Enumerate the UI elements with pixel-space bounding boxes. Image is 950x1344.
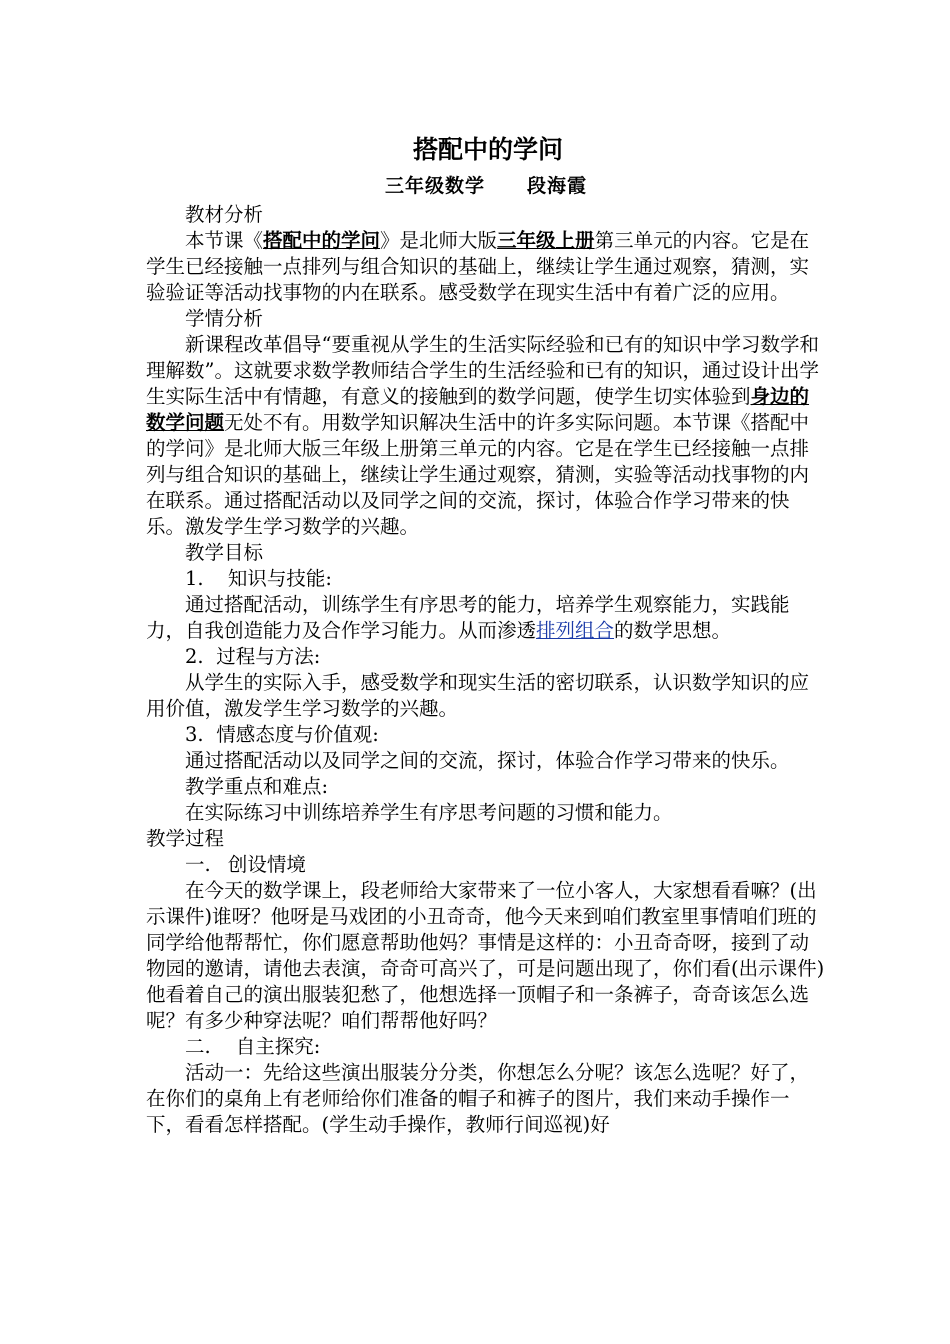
section-heading-objectives: 教学目标 xyxy=(185,541,264,564)
section-heading-key-points: 教学重点和难点: xyxy=(185,775,329,798)
process-step-1-text: 在今天的数学课上，段老师给大家带来了一位小客人，大家想看看嘛？(出示课件)谁呀？他呀是马戏团的小丑奇奇，他今天来到咱们教室里事情咱们班的同学给他帮帮忙，你们愿意帮助他妈？事情是这样的：小丑奇奇呀，接到了动物园的邀请，请他去表演，奇奇可高兴了，可是问题出现了，你们看(出示课件)他看着自己的演出服装犯愁了，他想选择一顶帽子和一条裤子，奇奇该怎么选呢？有多少种穿法呢？咱们帮帮他好吗？ xyxy=(146,879,825,1032)
objective-1-text: 通过搭配活动，训练学生有序思考的能力，培养学生观察能力，实践能力，自我创造能力及合作学习能力。从而渗透排列组合的数学思想。 xyxy=(146,593,790,642)
paragraph-student-analysis: 新课程改革倡导“要重视从学生的生活实际经验和已有的知识中学习数学和理解数”。这就要求数学教师结合学生的生活经验和已有的知识，通过设计出学生实际生活中有情趣，有意义的接触到的数学问题，使学生切实体验到身边的数学问题无处不有。用数学知识解决生活中的许多实际问题。本节课《搭配中的学问》是北师大版三年级上册第三单元的内容。它是在学生已经接触一点排列与组合知识的基础上，继续让学生通过观察，猜测，实验等活动找事物的内在联系。通过搭配活动以及同学之间的交流，探讨，体验合作学习带来的快乐。激发学生学习数学的兴趣。 xyxy=(146,333,819,538)
grade-subject: 三年级数学 xyxy=(384,175,485,197)
section-heading-material-analysis: 教材分析 xyxy=(185,203,264,226)
document-subtitle xyxy=(146,170,826,202)
process-step-1-heading: 一. 创设情境 xyxy=(185,853,306,876)
emphasis-everyday-math: 身边的数学问题 xyxy=(146,385,810,434)
objective-3-heading: 3. 情感态度与价值观: xyxy=(185,723,379,746)
objective-2-text: 从学生的实际入手，感受数学和现实生活的密切联系，认识数学知识的应用价值，激发学生学习数学的兴趣。 xyxy=(146,671,810,720)
section-heading-student-analysis: 学情分析 xyxy=(185,307,264,330)
section-heading-process: 教学过程 xyxy=(146,827,225,850)
process-step-2-heading: 二. 自主探究: xyxy=(185,1035,321,1058)
paragraph-key-points: 在实际练习中训练培养学生有序思考问题的习惯和能力。 xyxy=(185,801,673,824)
link-permutation-combination[interactable]: 排列组合 xyxy=(536,619,615,642)
emphasis-lesson-title: 搭配中的学问 xyxy=(263,229,381,252)
objective-3-text: 通过搭配活动以及同学之间的交流，探讨，体验合作学习带来的快乐。 xyxy=(185,749,790,772)
objective-1-heading: 1. 知识与技能: xyxy=(185,567,332,590)
author-name: 段海霞 xyxy=(527,175,588,197)
emphasis-textbook-volume: 三年级上册 xyxy=(497,229,595,252)
objective-2-heading: 2. 过程与方法: xyxy=(185,645,321,668)
document-title: 搭配中的学问 xyxy=(412,135,563,164)
document-body xyxy=(146,202,826,1138)
process-step-2-text: 活动一：先给这些演出服装分分类，你想怎么分呢？该怎么选呢？好了，在你们的桌角上有老师给你们准备的帽子和裤子的图片，我们来动手操作一下，看看怎样搭配。(学生动手操作，教师行间巡视)好 xyxy=(146,1061,810,1136)
paragraph-material-analysis: 本节课《搭配中的学问》是北师大版三年级上册第三单元的内容。它是在学生已经接触一点排列与组合知识的基础上，继续让学生通过观察，猜测，实验验证等活动找事物的内在联系。感受数学在现实生活中有着广泛的应用。 xyxy=(146,229,810,304)
document-page xyxy=(146,130,826,1138)
